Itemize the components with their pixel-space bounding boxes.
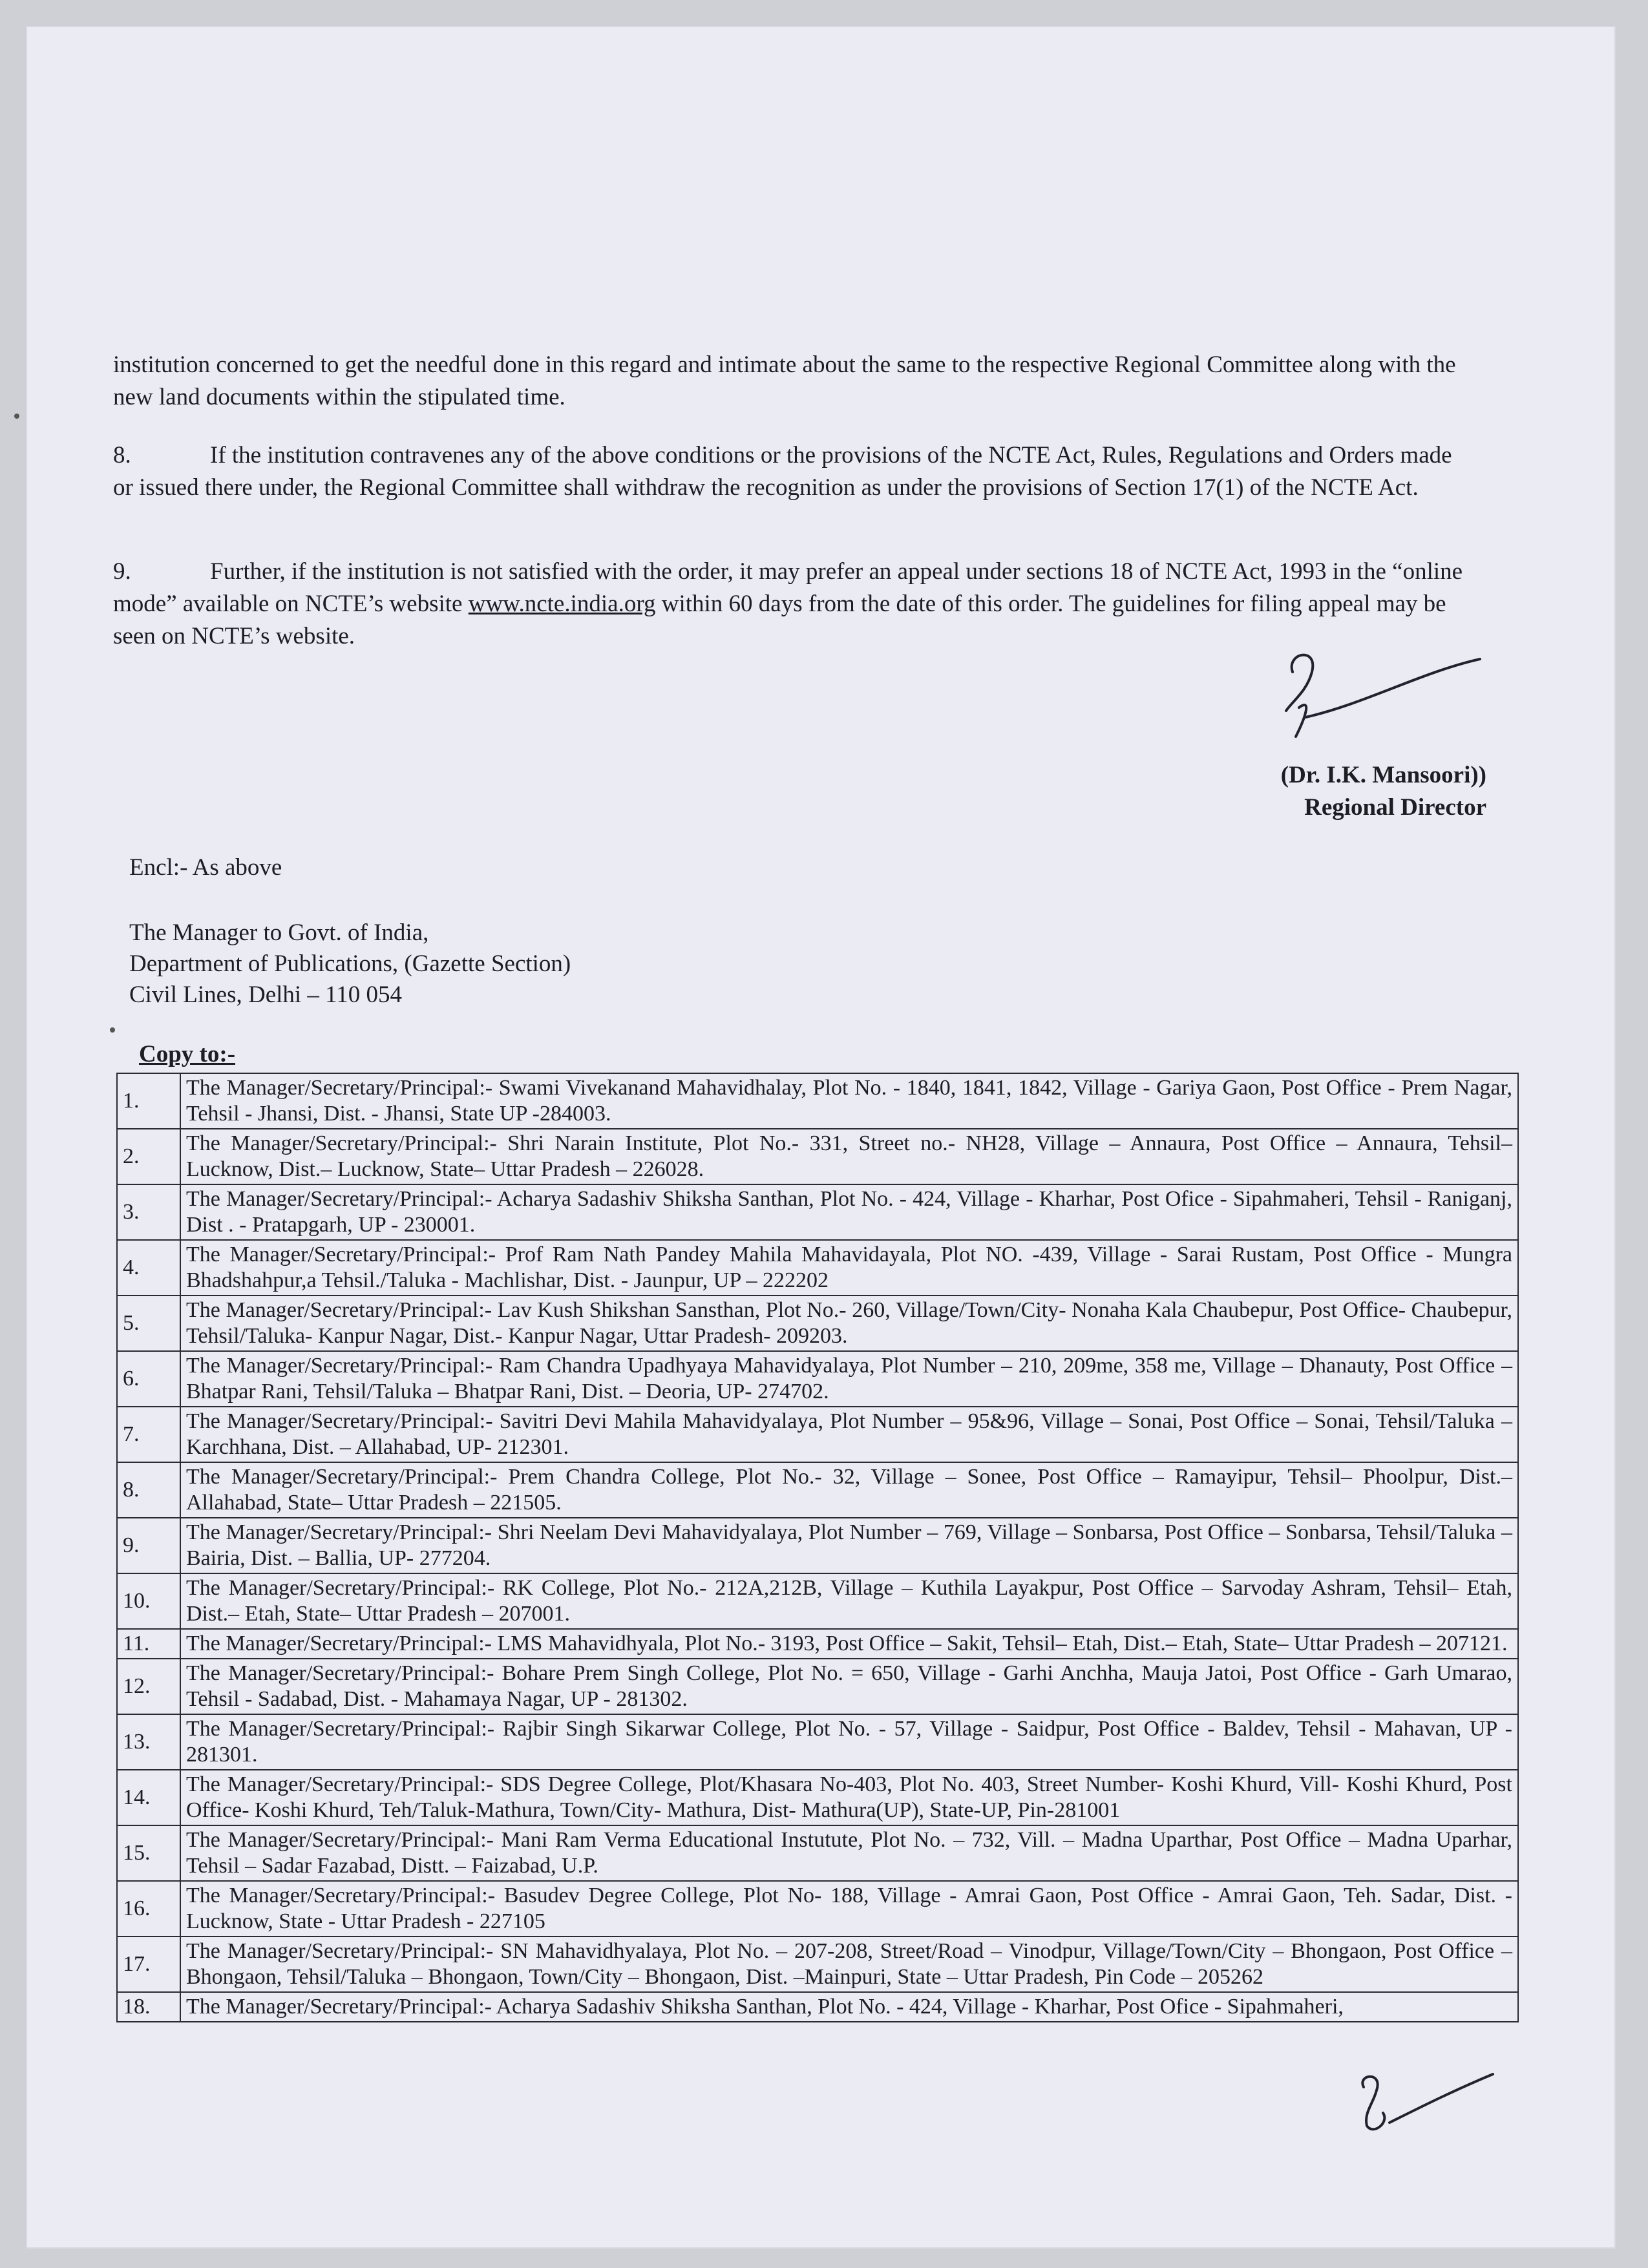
- table-row: [117, 1573, 1518, 1629]
- serial-number: 1.: [117, 1073, 180, 1129]
- recipient-entry: The Manager/Secretary/Principal:- Swami Vivekanand Mahavidhalay, Plot No. - 1840, 1841, 1842, Village - Gariya Gaon, Post Office - Prem Nagar, Tehsil - Jhansi, Dist. - Jhansi, State UP -284003.: [180, 1073, 1518, 1129]
- signatory-designation: Regional Director: [1304, 794, 1486, 821]
- ncte-website-link[interactable]: www.ncte.india.org: [468, 591, 656, 617]
- ink-speck: [110, 1027, 115, 1033]
- serial-number: 17.: [117, 1937, 180, 1992]
- serial-number: 16.: [117, 1881, 180, 1937]
- recipient-entry: The Manager/Secretary/Principal:- Shri Neelam Devi Mahavidyalaya, Plot Number – 769, Village – Sonbarsa, Post Office – Sonbarsa, Tehsil/Taluka – Bairia, Dist. – Ballia, UP- 277204.: [180, 1518, 1518, 1573]
- serial-number: 4.: [117, 1240, 180, 1296]
- address-line: Civil Lines, Delhi – 110 054: [129, 982, 403, 1008]
- paragraph-number: 8.: [113, 442, 131, 468]
- recipient-entry: The Manager/Secretary/Principal:- SDS Degree College, Plot/Khasara No-403, Plot No. 403, Street Number- Koshi Khurd, Vill- Koshi Khurd, Post Office- Koshi Khurd, Teh/Taluk-Mathura, Town/City- Mathura, Dist- Mathura(UP), State-UP, Pin-281001: [180, 1770, 1518, 1825]
- paragraph-text: If the institution contravenes any of the above conditions or the provisions of the NCTE Act, Rules, Regulations and Orders made or issued there under, the Regional Committee shall withdraw the recognition as under the provisions of Section 17(1) of the NCTE Act.: [113, 442, 1452, 501]
- paragraph-9: [113, 556, 1464, 653]
- serial-number: 7.: [117, 1407, 180, 1462]
- serial-number: 14.: [117, 1770, 180, 1825]
- recipient-entry: The Manager/Secretary/Principal:- Shri Narain Institute, Plot No.- 331, Street no.- NH28, Village – Annaura, Post Office – Annaura, Tehsil– Lucknow, Dist.– Lucknow, State– Uttar Pradesh – 226028.: [180, 1129, 1518, 1184]
- table-row: [117, 1518, 1518, 1573]
- address-line: The Manager to Govt. of India,: [129, 919, 429, 946]
- paragraph-text: Further, if the institution is not satisfied with the order, it may prefer an appeal under sections 18 of NCTE Act, 1993 in the “online mode” available on NCTE’s website: [113, 558, 1463, 617]
- serial-number: 2.: [117, 1129, 180, 1184]
- table-row: [117, 1184, 1518, 1240]
- table-row: [117, 1629, 1518, 1659]
- serial-number: 18.: [117, 1992, 180, 2022]
- address-line: Department of Publications, (Gazette Section): [129, 950, 571, 977]
- recipient-entry: The Manager/Secretary/Principal:- SN Mahavidhyalaya, Plot No. – 207-208, Street/Road – Vinodpur, Village/Town/City – Bhongaon, Post Office – Bhongaon, Tehsil/Taluka – Bhongaon, Town/City – Bhongaon, Dist. –Mainpuri, State – Uttar Pradesh, Pin Code – 205262: [180, 1937, 1518, 1992]
- paragraph-number: 9.: [113, 558, 131, 585]
- serial-number: 10.: [117, 1573, 180, 1629]
- serial-number: 6.: [117, 1351, 180, 1407]
- table-row: [117, 1937, 1518, 1992]
- serial-number: 12.: [117, 1659, 180, 1714]
- signatory-block: [1281, 759, 1486, 824]
- recipient-entry: The Manager/Secretary/Principal:- Acharya Sadashiv Shiksha Santhan, Plot No. - 424, Village - Kharhar, Post Ofice - Sipahmaheri,: [180, 1992, 1518, 2022]
- continuation-paragraph: institution concerned to get the needful done in this regard and intimate about the same to the respective Regional Committee along with the new land documents within the stipulated time.: [113, 352, 1456, 410]
- table-row: [117, 1296, 1518, 1351]
- recipient-entry: The Manager/Secretary/Principal:- Savitri Devi Mahila Mahavidyalaya, Plot Number – 95&96, Village – Sonai, Post Office – Sonai, Tehsil/Taluka – Karchhana, Dist. – Allahabad, UP- 212301.: [180, 1407, 1518, 1462]
- table-row: [117, 1073, 1518, 1129]
- table-row: [117, 1714, 1518, 1770]
- table-row: [117, 1992, 1518, 2022]
- recipient-entry: The Manager/Secretary/Principal:- Ram Chandra Upadhyaya Mahavidyalaya, Plot Number – 210, 209me, 358 me, Village – Dhanauty, Post Office – Bhatpar Rani, Tehsil/Taluka – Bhatpar Rani, Dist. – Deoria, UP- 274702.: [180, 1351, 1518, 1407]
- serial-number: 9.: [117, 1518, 180, 1573]
- table-row: [117, 1770, 1518, 1825]
- recipient-entry: The Manager/Secretary/Principal:- Prof Ram Nath Pandey Mahila Mahavidayala, Plot NO. -439, Village - Sarai Rustam, Post Office - Mungra Bhadshahpur,a Tehsil./Taluka - Machlishar, Dist. - Jaunpur, UP – 222202: [180, 1240, 1518, 1296]
- recipient-entry: The Manager/Secretary/Principal:- Basudev Degree College, Plot No- 188, Village - Amrai Gaon, Post Office - Amrai Gaon, Teh. Sadar, Dist. - Lucknow, State - Uttar Pradesh - 227105: [180, 1881, 1518, 1937]
- table-row: [117, 1659, 1518, 1714]
- table-row: [117, 1240, 1518, 1296]
- serial-number: 15.: [117, 1825, 180, 1881]
- table-row: [117, 1462, 1518, 1518]
- serial-number: 5.: [117, 1296, 180, 1351]
- serial-number: 11.: [117, 1629, 180, 1659]
- copy-to-table: [116, 1073, 1519, 2022]
- table-row: [117, 1881, 1518, 1937]
- table-row: [117, 1407, 1518, 1462]
- serial-number: 13.: [117, 1714, 180, 1770]
- signatory-name: (Dr. I.K. Mansoori)): [1280, 762, 1486, 788]
- recipient-entry: The Manager/Secretary/Principal:- RK College, Plot No.- 212A,212B, Village – Kuthila Layakpur, Post Office – Sarvoday Ashram, Tehsil– Etah, Dist.– Etah, State– Uttar Pradesh – 207001.: [180, 1573, 1518, 1629]
- initials-signature-icon: [1344, 2068, 1499, 2139]
- recipient-entry: The Manager/Secretary/Principal:- LMS Mahavidhyala, Plot No.- 3193, Post Office – Sakit, Tehsil– Etah, Dist.– Etah, State– Uttar Pradesh – 207121.: [180, 1629, 1518, 1659]
- serial-number: 8.: [117, 1462, 180, 1518]
- recipient-address: [129, 918, 571, 1011]
- serial-number: 3.: [117, 1184, 180, 1240]
- table-row: [117, 1351, 1518, 1407]
- paragraph-8: [113, 439, 1464, 504]
- recipient-entry: The Manager/Secretary/Principal:- Lav Kush Shikshan Sansthan, Plot No.- 260, Village/Town/City- Nonaha Kala Chaubepur, Post Office- Chaubepur, Tehsil/Taluka- Kanpur Nagar, Dist.- Kanpur Nagar, Uttar Pradesh- 209203.: [180, 1296, 1518, 1351]
- copy-to-heading: Copy to:-: [139, 1041, 236, 1067]
- ink-speck: [14, 414, 19, 419]
- recipient-entry: The Manager/Secretary/Principal:- Acharya Sadashiv Shiksha Santhan, Plot No. - 424, Village - Kharhar, Post Ofice - Sipahmaheri, Tehsil - Raniganj, Dist . - Pratapgarh, UP - 230001.: [180, 1184, 1518, 1240]
- paragraph-text-cont: within 60 days from the date of this order. The guidelines for filing appeal may be seen on NCTE’s website.: [113, 591, 1446, 649]
- enclosure-note: Encl:- As above: [129, 854, 282, 881]
- recipient-entry: The Manager/Secretary/Principal:- Rajbir Singh Sikarwar College, Plot No. - 57, Village - Saidpur, Post Office - Baldev, Tehsil - Mahavan, UP - 281301.: [180, 1714, 1518, 1770]
- recipient-entry: The Manager/Secretary/Principal:- Bohare Prem Singh College, Plot No. = 650, Village - Garhi Anchha, Mauja Jatoi, Post Office - Garh Umarao, Tehsil - Sadabad, Dist. - Mahamaya Nagar, UP - 281302.: [180, 1659, 1518, 1714]
- table-row: [117, 1129, 1518, 1184]
- signature-icon: [1267, 646, 1486, 750]
- recipient-entry: The Manager/Secretary/Principal:- Mani Ram Verma Educational Instutute, Plot No. – 732, Vill. – Madna Uparthar, Post Office – Madna Uparhar, Tehsil – Sadar Fazabad, Distt. – Faizabad, U.P.: [180, 1825, 1518, 1881]
- table-row: [117, 1825, 1518, 1881]
- recipient-entry: The Manager/Secretary/Principal:- Prem Chandra College, Plot No.- 32, Village – Sonee, Post Office – Ramayipur, Tehsil– Phoolpur, Dist.– Allahabad, State– Uttar Pradesh – 221505.: [180, 1462, 1518, 1518]
